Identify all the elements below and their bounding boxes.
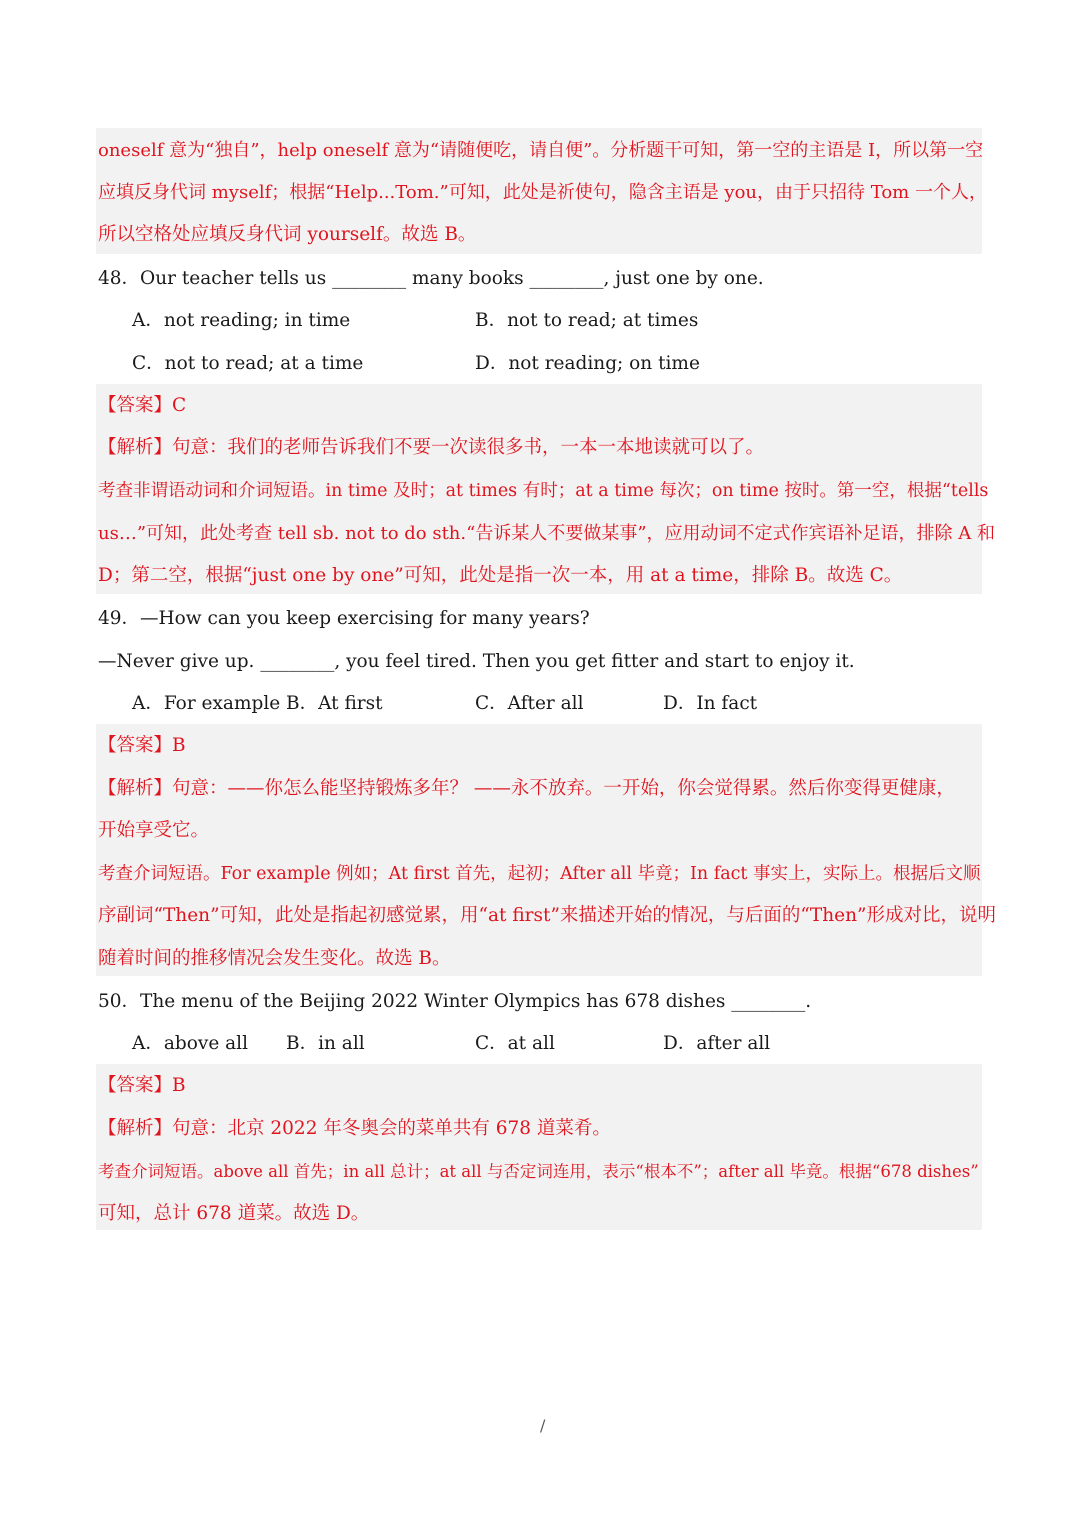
question-49-analysis-line: 【解析】句意：——你怎么能坚持锻炼多年？ ——永不放弃。一开始，你会觉得累。然后你变得更健康，	[98, 778, 955, 799]
question-49-analysis-line: 开始享受它。	[98, 820, 210, 841]
question-49-answer-block	[96, 724, 982, 976]
question-50-analysis-line: 【解析】句意：北京 2022 年冬奥会的菜单共有 678 道菜肴。	[98, 1118, 611, 1139]
question-49-option-d: D．In fact	[663, 693, 758, 714]
question-48-answer: 【答案】C	[98, 395, 187, 416]
question-50-analysis-line: 考查介词短语。above all 首先；in all 总计；at all 与否定词连用，表示“根本不”；after all 毕竟。根据“678 dishes”	[98, 1162, 979, 1181]
question-50-option-c: C．at all	[475, 1033, 555, 1054]
question-49-stem-reply: —Never give up. ________, you feel tired. Then you get fitter and start to enjoy it.	[98, 651, 855, 672]
question-49-answer: 【答案】B	[98, 735, 186, 756]
question-48-stem: 48．Our teacher tells us ________ many books ________, just one by one.	[98, 268, 764, 289]
prev-explanation-line: oneself 意为“独自”，help oneself 意为“请随便吃，请自便”。分析题干可知，第一空的主语是 I，所以第一空	[98, 140, 984, 161]
question-49-analysis-line: 考查介词短语。For example 例如；At first 首先，起初；After all 毕竟；In fact 事实上，实际上。根据后文顺	[98, 864, 981, 884]
prev-explanation-line: 所以空格处应填反身代词 yourself。故选 B。	[98, 224, 477, 245]
question-48-analysis-line: us…”可知，此处考查 tell sb. not to do sth.“告诉某人不要做某事”，应用动词不定式作宾语补足语，排除 A 和	[98, 523, 995, 544]
question-48-analysis-line: D；第二空，根据“just one by one”可知，此处是指一次一本，用 at a time，排除 B。故选 C。	[98, 565, 903, 586]
question-50-option-b: B．in all	[286, 1033, 365, 1054]
question-49-option-a: A．For example	[132, 693, 281, 714]
prev-explanation-line: 应填反身代词 myself；根据“Help...Tom.”可知，此处是祈使句，隐含主语是 you，由于只招待 Tom 一个人，	[98, 182, 987, 203]
question-50-stem: 50．The menu of the Beijing 2022 Winter Olympics has 678 dishes ________.	[98, 991, 812, 1012]
question-49-analysis-line: 随着时间的推移情况会发生变化。故选 B。	[98, 948, 451, 969]
question-48-option-c: C．not to read; at a time	[132, 353, 364, 374]
page-footer-mark: /	[540, 1416, 546, 1435]
question-50-option-a: A．above all	[132, 1033, 249, 1054]
question-49-option-c: C．After all	[475, 693, 584, 714]
question-48-option-b: B．not to read; at times	[475, 310, 699, 331]
question-48-analysis-line: 考查非谓语动词和介词短语。in time 及时；at times 有时；at a time 每次；on time 按时。第一空，根据“tells	[98, 481, 989, 501]
question-50-analysis-line: 可知，总计 678 道菜。故选 D。	[98, 1203, 370, 1224]
question-49-stem: 49．—How can you keep exercising for many years?	[98, 608, 590, 629]
question-49-option-b: B．At first	[286, 693, 383, 714]
question-50-option-d: D．after all	[663, 1033, 771, 1054]
question-50-answer: 【答案】B	[98, 1075, 186, 1096]
question-48-option-a: A．not reading; in time	[132, 310, 351, 331]
question-48-analysis-line: 【解析】句意：我们的老师告诉我们不要一次读很多书，一本一本地读就可以了。	[98, 437, 765, 458]
question-48-option-d: D．not reading; on time	[475, 353, 700, 374]
question-49-analysis-line: 序副词“Then”可知，此处是指起初感觉累，用“at first”来描述开始的情况，与后面的“Then”形成对比，说明	[98, 905, 996, 926]
